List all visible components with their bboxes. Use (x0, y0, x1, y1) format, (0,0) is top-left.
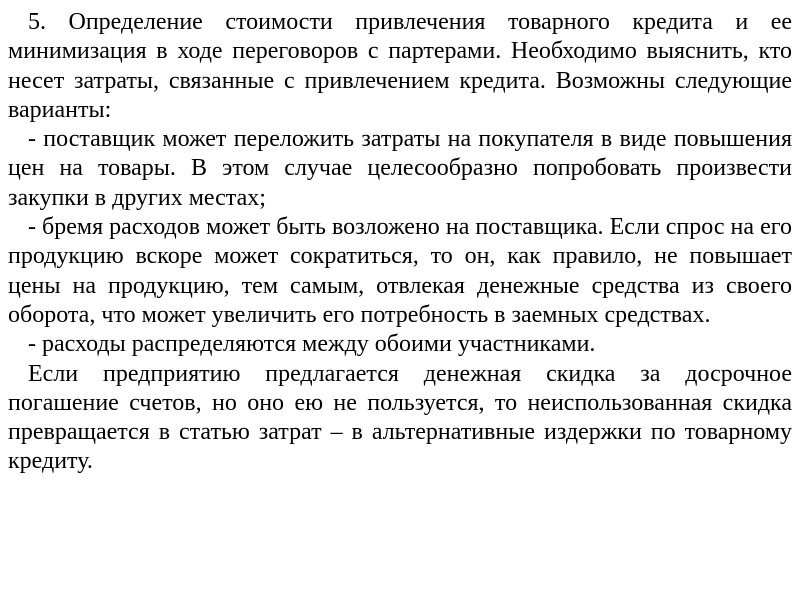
paragraph-option-supplier-bears-costs: - бремя расходов может быть возложено на поставщика. Если спрос на его продукцию вскоре может сократиться, то он, как правило, не повышает цены на продукцию, тем самым, отвлекая денежные средства из своего оборота, что может увеличить его потребность в заемных средствах. (8, 214, 792, 328)
paragraph-unused-discount: Если предприятию предлагается денежная скидка за досрочное погашение счетов, но оно ею не пользуется, то неиспользованная скидка превращается в статью затрат – в альтернативные издержки по товарному кредиту. (8, 360, 792, 475)
paragraph-option-supplier-shifts-costs: - поставщик может переложить затраты на покупателя в виде повышения цен на товары. В этом случае целесообразно попробовать произвести закупки в других местах; (8, 126, 792, 211)
paragraph-cost-of-trade-credit: 5. Определение стоимости привлечения товарного кредита и ее минимизация в ходе переговоров с партерами. Необходимо выяснить, кто несет затраты, связанные с привлечением кредита. Возможны следующие варианты: (8, 9, 792, 123)
paragraph-option-costs-shared: - расходы распределяются между обоими участниками. (28, 331, 596, 358)
